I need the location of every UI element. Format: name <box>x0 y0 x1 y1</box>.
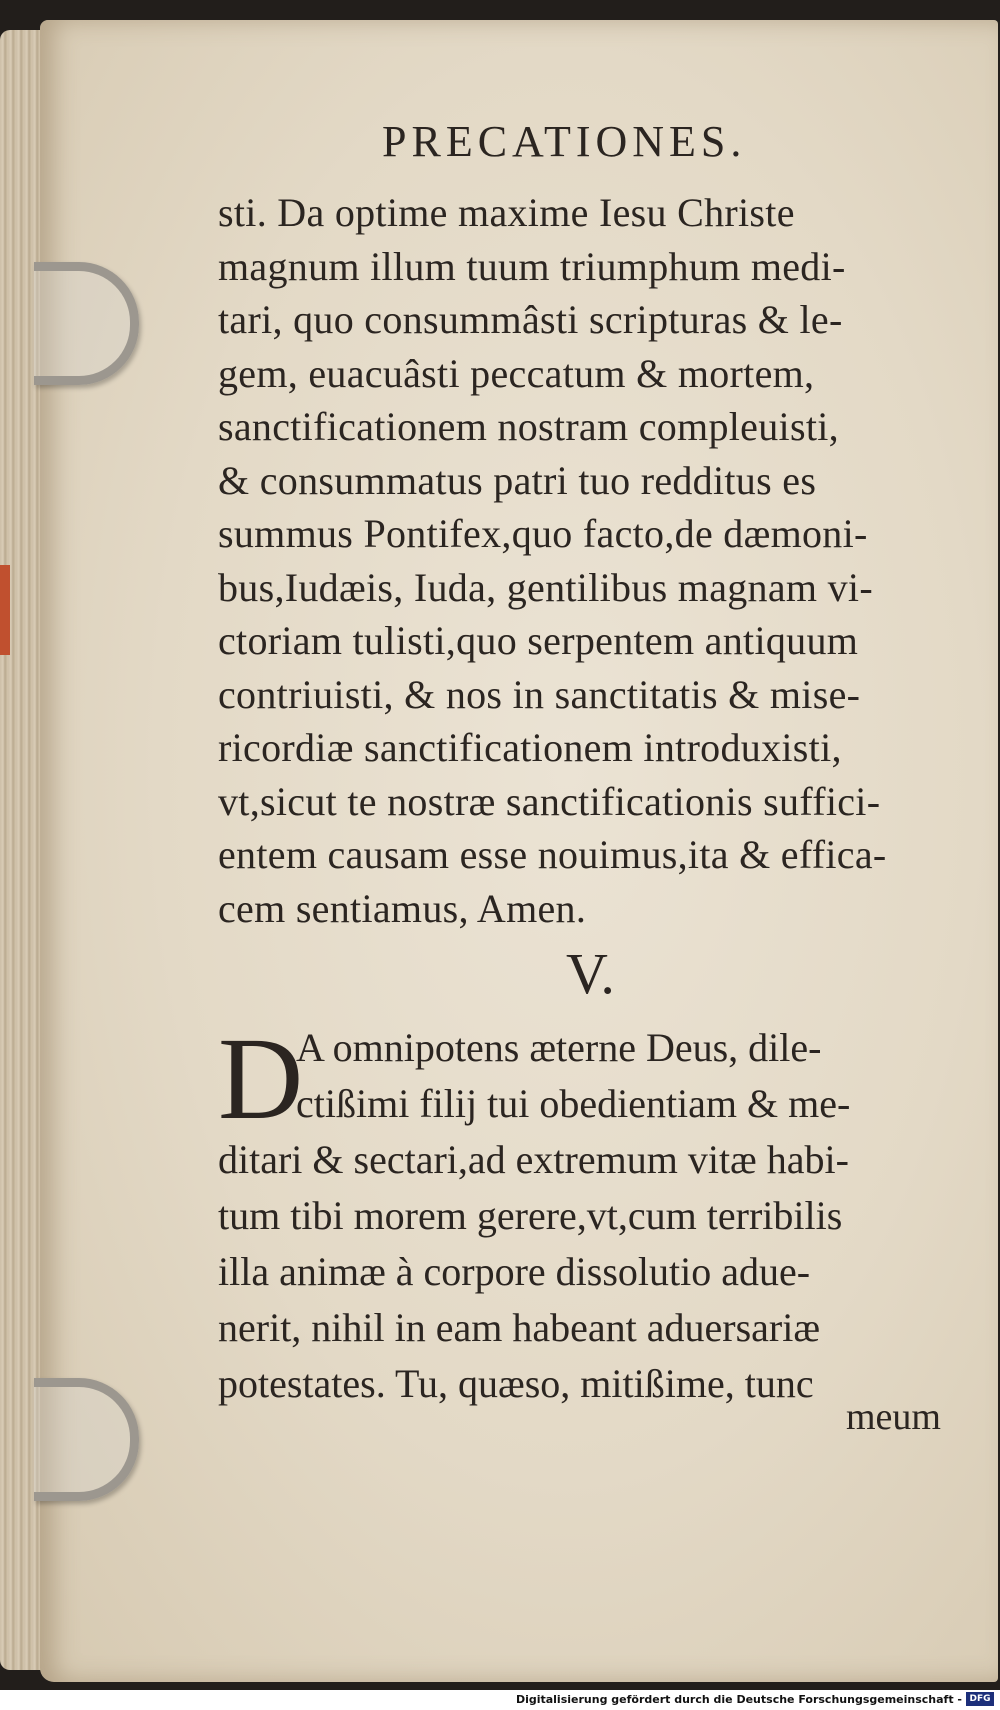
text-line: ctißimi filij tui obedientiam & me- <box>296 1081 851 1126</box>
text-line: & consummatus patri tuo redditus es <box>218 457 817 503</box>
catchword: meum <box>846 1396 941 1438</box>
text-line: ricordiæ sanctificationem introduxisti, <box>218 725 842 770</box>
section-numeral: V. <box>566 941 615 1006</box>
drop-cap-initial: D <box>218 1013 304 1144</box>
running-head: PRECATIONES. <box>382 117 747 166</box>
text-line: ditari & sectari,ad extremum vitæ habi- <box>218 1137 849 1182</box>
text-line: summus Pontifex,quo facto,de dæmoni- <box>218 511 868 556</box>
paper-clip-bottom <box>34 1378 139 1501</box>
text-line: nerit, nihil in eam habeant aduersariæ <box>218 1305 821 1350</box>
text-line: contriuisti, & nos in sanctitatis & mise- <box>218 671 861 717</box>
footer-credit: Digitalisierung gefördert durch die Deutsche Forschungsgemeinschaft - <box>515 1693 962 1706</box>
text-line: ctoriam tulisti,quo serpentem antiquum <box>218 618 859 663</box>
text-line: entem causam esse nouimus,ita & effica- <box>218 832 887 877</box>
section-text <box>218 1013 958 1412</box>
text-line: magnum illum tuum triumphum medi- <box>218 243 846 289</box>
text-line: bus,Iudæis, Iuda, gentilibus magnam vi- <box>218 564 873 610</box>
text-line: tari, quo consummâsti scripturas & le- <box>218 297 843 342</box>
prayer-text <box>218 186 958 935</box>
dfg-logo: DFG <box>966 1692 994 1706</box>
text-line: illa animæ à corpore dissolutio adue- <box>218 1249 811 1294</box>
bookmark-tab <box>0 565 10 655</box>
text-line: potestates. Tu, quæso, mitißime, tunc <box>218 1361 814 1406</box>
text-line: A omnipotens æterne Deus, dile- <box>296 1025 822 1070</box>
text-line: gem, euacuâsti peccatum & mortem, <box>218 350 815 396</box>
text-line: vt,sicut te nostræ sanctificationis suffici- <box>218 778 881 824</box>
text-line: tum tibi morem gerere,vt,cum terribilis <box>218 1193 843 1238</box>
text-line: sti. Da optime maxime Iesu Christe <box>218 190 795 235</box>
paper-clip-top <box>34 262 139 385</box>
text-line: sanctificationem nostram compleuisti, <box>218 404 839 449</box>
text-line: cem sentiamus, Amen. <box>218 885 587 931</box>
